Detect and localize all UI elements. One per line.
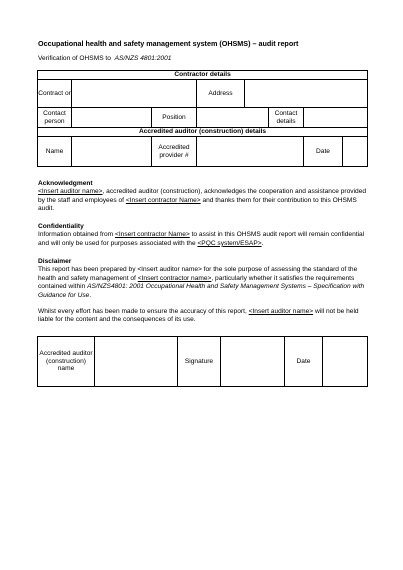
verification-prefix: Verification of OHSMS to	[38, 55, 111, 62]
confidentiality-text	[38, 231, 368, 248]
acknowledgment-text-2: and thanks them for their contribution to this OHSMS audit.	[38, 196, 357, 213]
contractor-field[interactable]	[72, 80, 197, 108]
signoff-date-field[interactable]	[323, 337, 368, 387]
contractor-name-placeholder: <Insert contractor name>	[137, 274, 212, 282]
confidentiality-text-2: to assist in this OHSMS audit report will remain confidential and will only be used for purposes associated with the	[38, 231, 365, 247]
contractor-label: Contract or	[38, 80, 72, 108]
auditor-name-field[interactable]	[72, 137, 152, 167]
signoff-auditor-label: Accredited auditor (construction) name	[38, 337, 95, 387]
provider-field[interactable]	[197, 137, 304, 167]
disclaimer-heading: Disclaimer	[38, 258, 72, 265]
signoff-auditor-field[interactable]	[95, 337, 178, 387]
confidentiality-section	[38, 223, 368, 248]
signature-field[interactable]	[221, 337, 285, 387]
signoff-date-label: Date	[285, 337, 323, 387]
acknowledgment-text-1: , accredited auditor (construction), acknowledges the cooperation and assistance provided by the staff and employees of	[38, 188, 367, 204]
acknowledgment-section	[38, 180, 368, 214]
contact-details-label: Contact details	[269, 108, 304, 128]
address-label: Address	[197, 80, 245, 108]
auditor-name-label: Name	[38, 137, 72, 167]
acknowledgment-heading: Acknowledgment	[38, 180, 93, 187]
contact-person-label: Contact person	[38, 108, 72, 128]
contractor-name-placeholder: <Insert contractor Name>	[114, 231, 190, 239]
address-field[interactable]	[245, 80, 368, 108]
confidentiality-heading: Confidentiality	[38, 223, 84, 230]
position-field[interactable]	[197, 108, 269, 128]
contact-person-field[interactable]	[72, 108, 152, 128]
disclaimer-text-2: , particularly whether it satisfies the requirements contained within	[38, 274, 355, 291]
acknowledgment-text	[38, 188, 368, 213]
verification-standard: AS/NZS 4801:2001	[114, 55, 172, 62]
verification-line	[38, 55, 171, 62]
auditor-date-field[interactable]	[343, 137, 368, 167]
auditor-name-placeholder: <Insert auditor name>	[38, 188, 103, 196]
contact-details-field[interactable]	[304, 108, 368, 128]
disclaimer-paragraph-1	[38, 266, 368, 300]
provider-label: Accredited provider #	[152, 137, 197, 167]
position-label: Position	[152, 108, 197, 128]
auditor-details-header: Accredited auditor (construction) details	[38, 128, 368, 137]
disclaimer-text-1: This report has been prepared by <Insert auditor name> for the sole purpose of assessing the standard of the health and safety management of	[38, 266, 358, 282]
page-title: Occupational health and safety management system (OHSMS) – audit report	[38, 39, 299, 48]
details-form-table	[37, 70, 368, 167]
auditor-date-label: Date	[304, 137, 343, 167]
confidentiality-text-3: .	[261, 239, 264, 247]
pqc-placeholder: <PQC system/ESAP>	[197, 239, 262, 247]
disclaimer-section	[38, 258, 368, 325]
standard-reference: AS/NZS4801: 2001 Occupational Health and Safety Management Systems – Specification with Guidance for Use	[38, 283, 365, 299]
disclaimer-paragraph-2	[38, 308, 368, 325]
disclaimer-text-4: Whilst every effort has been made to ensure the accuracy of this report,	[38, 308, 249, 316]
signature-label: Signature	[178, 337, 221, 387]
signoff-table	[37, 336, 368, 387]
disclaimer-text-3: .	[89, 291, 92, 299]
contractor-name-placeholder: <Insert contractor Name>	[125, 196, 201, 204]
auditor-name-placeholder: <Insert auditor name>	[248, 308, 314, 316]
contractor-details-header: Contractor details	[38, 71, 368, 80]
confidentiality-text-1: Information obtained from	[38, 231, 115, 239]
disclaimer-text-5: will not be held liable for the content and the consequences of its use.	[38, 308, 359, 324]
